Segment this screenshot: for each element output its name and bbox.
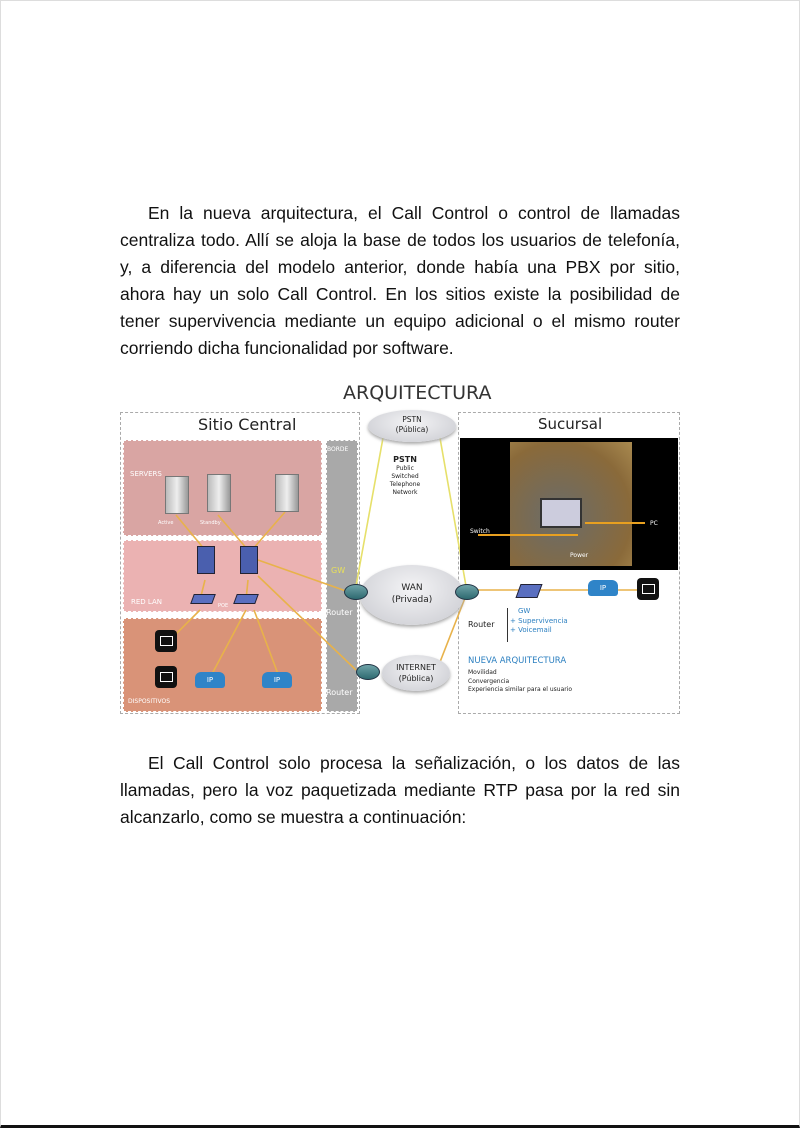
router-icon xyxy=(356,664,380,680)
new-architecture-heading: NUEVA ARQUITECTURA xyxy=(468,656,567,666)
servers-label: SERVERS xyxy=(130,470,162,478)
laptop-icon xyxy=(155,630,177,652)
internet-cloud-label: INTERNET (Pública) xyxy=(396,663,436,683)
lan-label: RED LAN xyxy=(131,598,162,606)
edge-label: BORDE xyxy=(327,446,349,453)
switch-port-label: Switch xyxy=(470,528,490,535)
active-label: Active xyxy=(158,520,174,526)
server-icon xyxy=(165,476,189,514)
diagram-title: ARQUITECTURA xyxy=(343,382,492,404)
gw-label: GW xyxy=(331,566,346,575)
power-port-label: Power xyxy=(570,552,589,559)
paragraph-intro: En la nueva arquitectura, el Call Control o control de llamadas centraliza todo. Allí se aloja la base de todos los usuarios de telefonía, y, a diferencia del modelo anterior, donde había una PBX por sitio, ahora hay un solo Call Control. En los sitios existe la posibilidad de tener supervivencia mediante un equipo adicional o el mismo router corriendo dicha funcionalidad por software. xyxy=(120,203,680,358)
paragraph-signaling: El Call Control solo procesa la señalización, o los datos de las llamadas, pero la voz paquetizada mediante RTP pasa por la red sin alcanzarlo, como se muestra a continuación: xyxy=(120,753,680,827)
router-label: Router xyxy=(326,608,353,617)
devices-label: DISPOSITIVOS xyxy=(128,698,171,705)
poe-switch-icon xyxy=(190,594,216,604)
laptop-icon xyxy=(155,666,177,688)
phone-photo xyxy=(460,438,678,570)
pstn-definition: PSTN Public Switched Telephone Network xyxy=(389,455,421,496)
branch-title: Sucursal xyxy=(538,415,603,433)
central-site-title: Sitio Central xyxy=(198,415,297,434)
ip-phone-icon: IP xyxy=(262,672,292,688)
switch-icon xyxy=(197,546,215,574)
edge-zone xyxy=(326,440,358,712)
server-icon xyxy=(207,474,231,512)
poe-switch-icon xyxy=(233,594,259,604)
branch-router-label: Router xyxy=(468,620,495,629)
ip-phone-icon: IP xyxy=(588,580,618,596)
standby-label: Standby xyxy=(200,520,221,526)
router-features: GW + Supervivencia + Voicemail xyxy=(510,607,568,634)
ip-phone-icon: IP xyxy=(195,672,225,688)
new-architecture-list: Movilidad Convergencia Experiencia similar para el usuario xyxy=(468,669,573,693)
wan-cloud-label: WAN (Privada) xyxy=(391,583,433,605)
pc-port-label: PC xyxy=(650,520,658,527)
router-icon xyxy=(344,584,368,600)
router-label: Router xyxy=(326,688,353,697)
pstn-cloud-label: PSTN (Pública) xyxy=(395,415,429,434)
switch-icon xyxy=(240,546,258,574)
laptop-icon xyxy=(637,578,659,600)
server-icon xyxy=(275,474,299,512)
poe-label: POE xyxy=(218,603,229,609)
router-icon xyxy=(455,584,479,600)
